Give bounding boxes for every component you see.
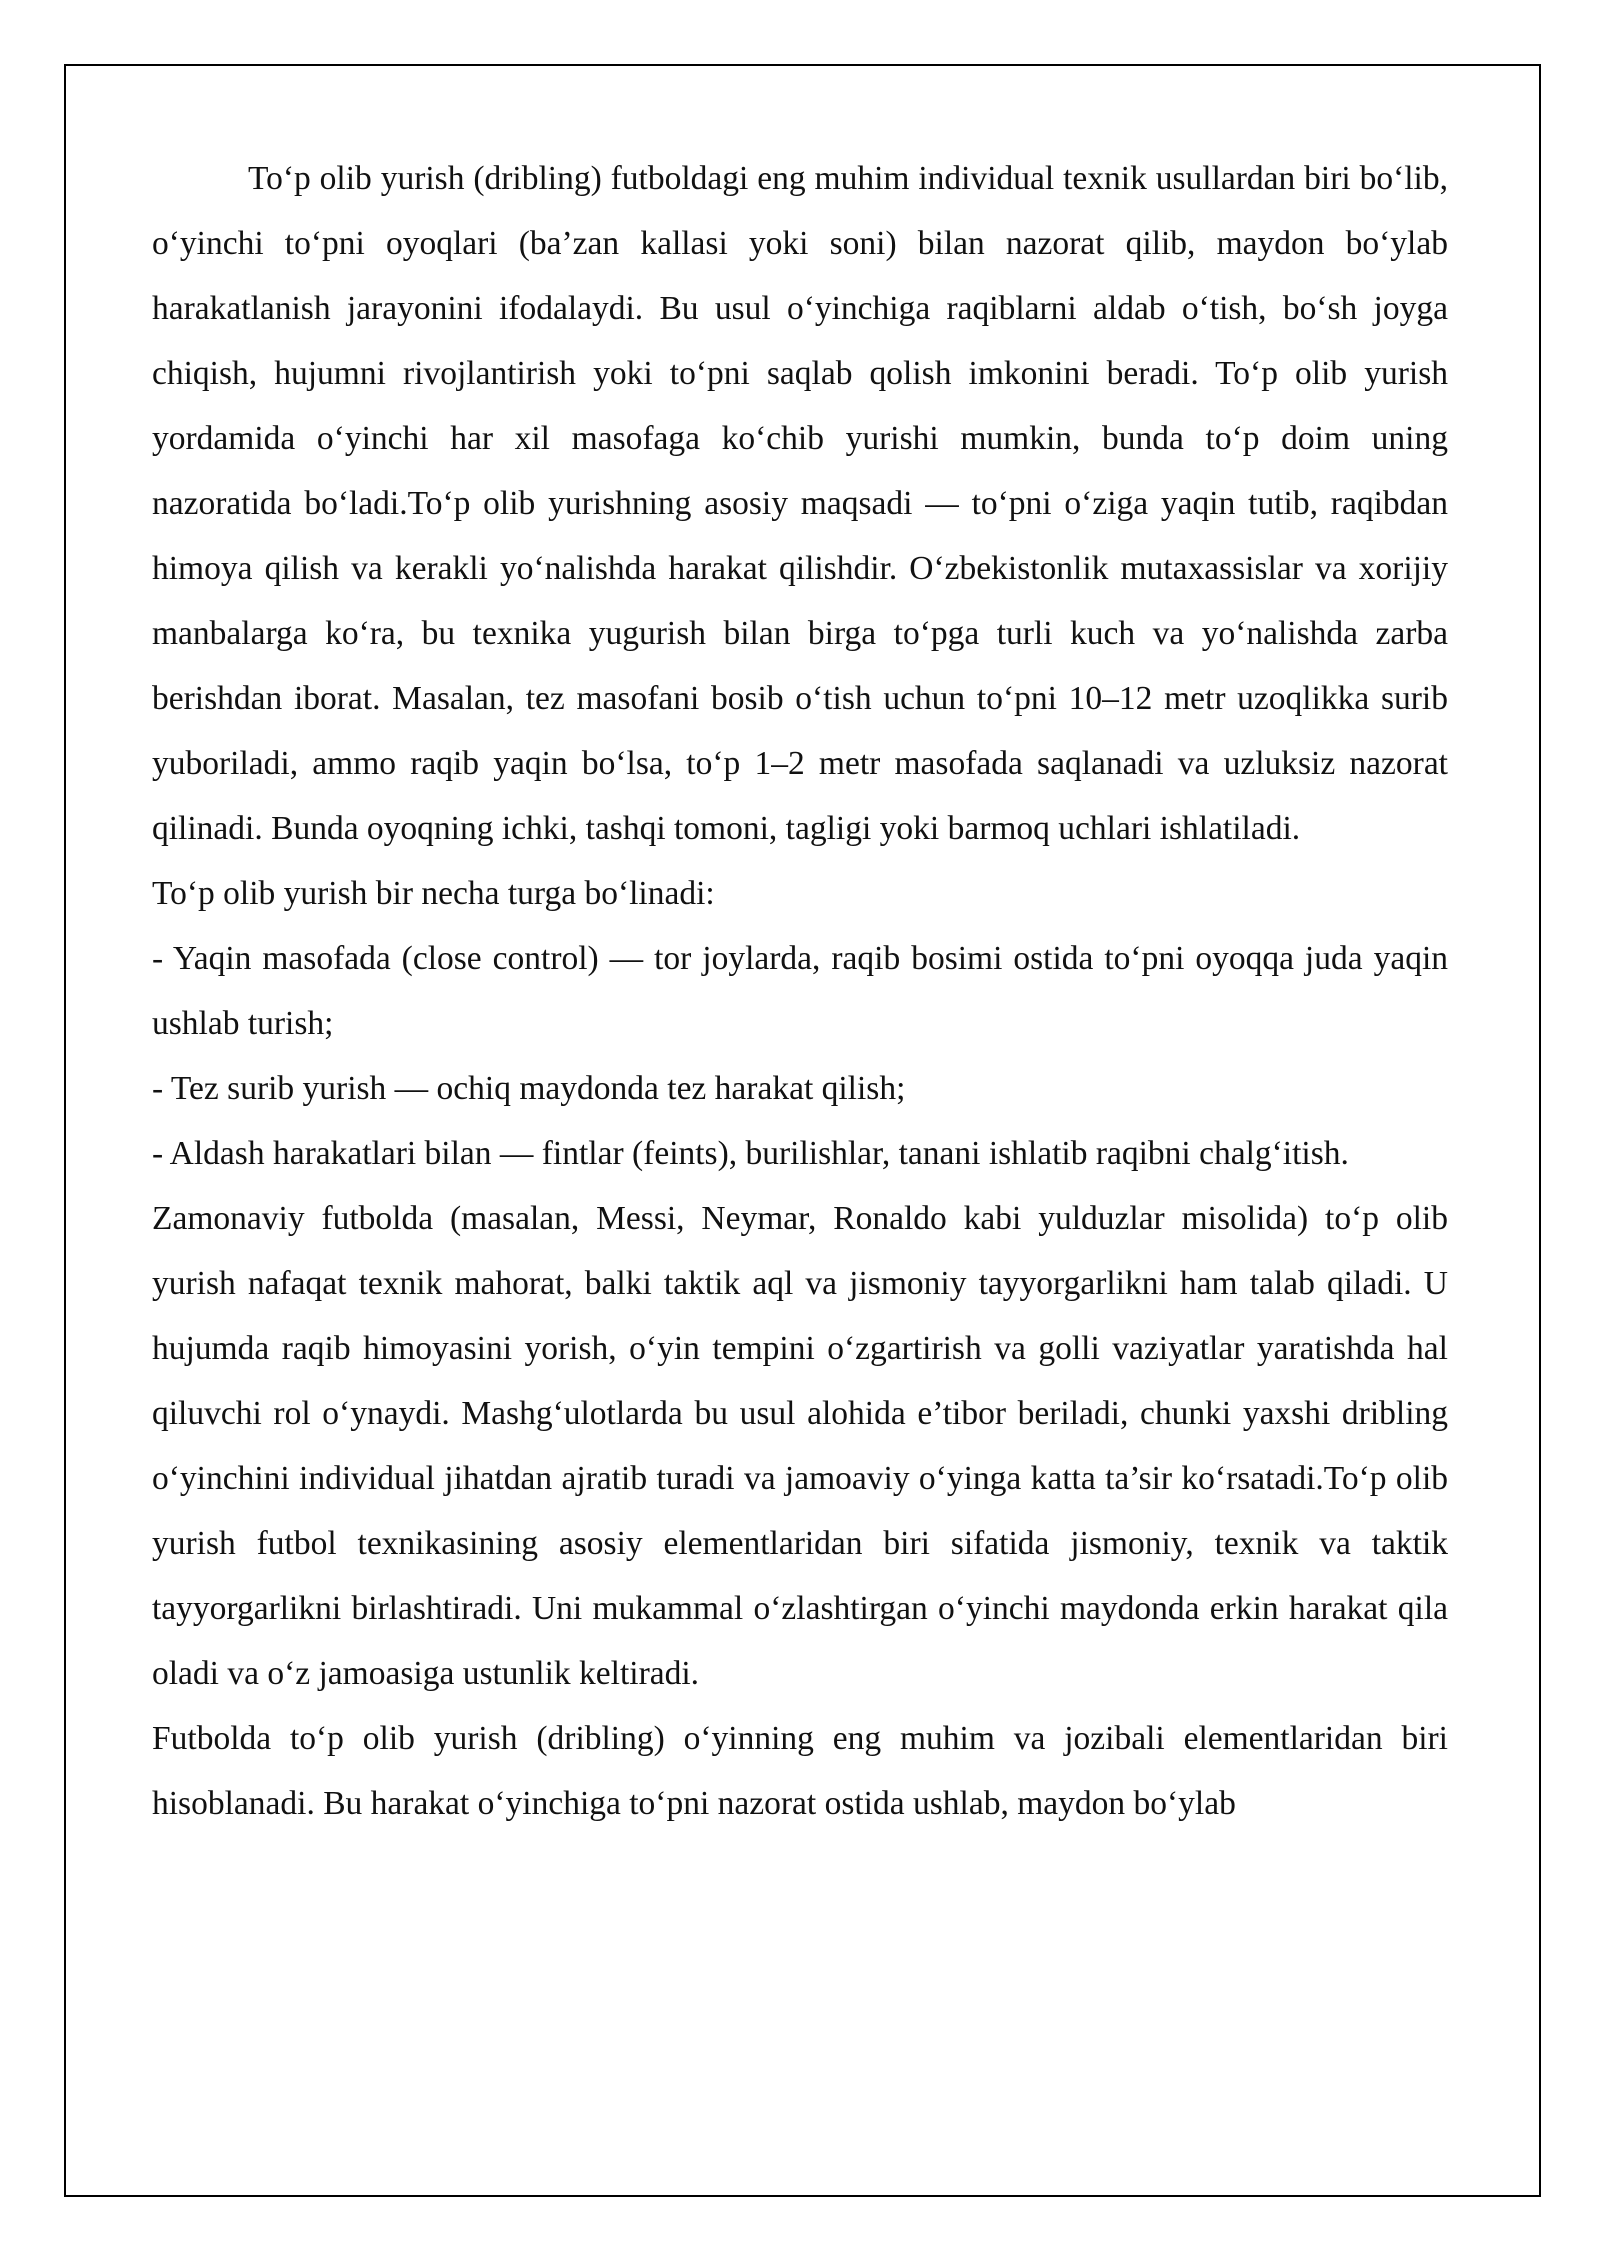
list-item-close-control: - Yaqin masofada (close control) — tor joylarda, raqib bosimi ostida to‘pni oyoqqa juda yaqin ushlab turish; [152,940,1448,1042]
paragraph-final: Futbolda to‘p olib yurish (dribling) o‘yinning eng muhim va jozibali elementlaridan biri hisoblanadi. Bu harakat o‘yinchiga to‘pni nazorat ostida ushlab, maydon bo‘ylab [152,1720,1448,1822]
paragraph-modern-football: Zamonaviy futbolda (masalan, Messi, Neymar, Ronaldo kabi yulduzlar misolida) to‘p olib yurish nafaqat texnik mahorat, balki taktik aql va jismoniy tayyorgarlikni ham talab qiladi. U hujumda raqib himoyasini yorish, o‘yin tempini o‘zgartirish va golli vaziyatlar yaratishda hal qiluvchi rol o‘ynaydi. Mashg‘ulotlarda bu usul alohida e’tibor beriladi, chunki yaxshi dribling o‘yinchini individual jihatdan ajratib turadi va jamoaviy o‘yinga katta ta’sir ko‘rsatadi.To‘p olib yurish futbol texnikasining asosiy elementlaridan biri sifatida jismoniy, texnik va taktik tayyorgarlikni birlashtiradi. Uni mukammal o‘zlashtirgan o‘yinchi maydonda erkin harakat qila oladi va o‘z jamoasiga ustunlik keltiradi. [152,1200,1448,1692]
paragraph-intro: To‘p olib yurish (dribling) futboldagi eng muhim individual texnik usullardan biri bo‘lib, o‘yinchi to‘pni oyoqlari (ba’zan kallasi yoki soni) bilan nazorat qilib, maydon bo‘ylab harakatlanish jarayonini ifodalaydi. Bu usul o‘yinchiga raqiblarni aldab o‘tish, bo‘sh joyga chiqish, hujumni rivojlantirish yoki to‘pni saqlab qolish imkonini beradi. To‘p olib yurish yordamida o‘yinchi har xil masofaga ko‘chib yurishi mumkin, bunda to‘p doim uning nazoratida bo‘ladi.To‘p olib yurishning asosiy maqsadi — to‘pni o‘ziga yaqin tutib, raqibdan himoya qilish va kerakli yo‘nalishda harakat qilishdir. O‘zbekistonlik mutaxassislar va xorijiy manbalarga ko‘ra, bu texnika yugurish bilan birga to‘pga turli kuch va yo‘nalishda zarba berishdan iborat. Masalan, tez masofani bosib o‘tish uchun to‘pni 10–12 metr uzoqlikka surib yuboriladi, ammo raqib yaqin bo‘lsa, to‘p 1–2 metr masofada saqlanadi va uzluksiz nazorat qilinadi. Bunda oyoqning ichki, tashqi tomoni, tagligi yoki barmoq uchlari ishlatiladi. [152,160,1448,847]
document-body [152,146,1448,1836]
paragraph-types-heading: To‘p olib yurish bir necha turga bo‘linadi: [152,875,715,912]
list-item-fast-dribble: - Tez surib yurish — ochiq maydonda tez harakat qilish; [152,1070,906,1107]
list-item-feints: - Aldash harakatlari bilan — fintlar (feints), burilishlar, tanani ishlatib raqibni chalg‘itish. [152,1135,1349,1172]
